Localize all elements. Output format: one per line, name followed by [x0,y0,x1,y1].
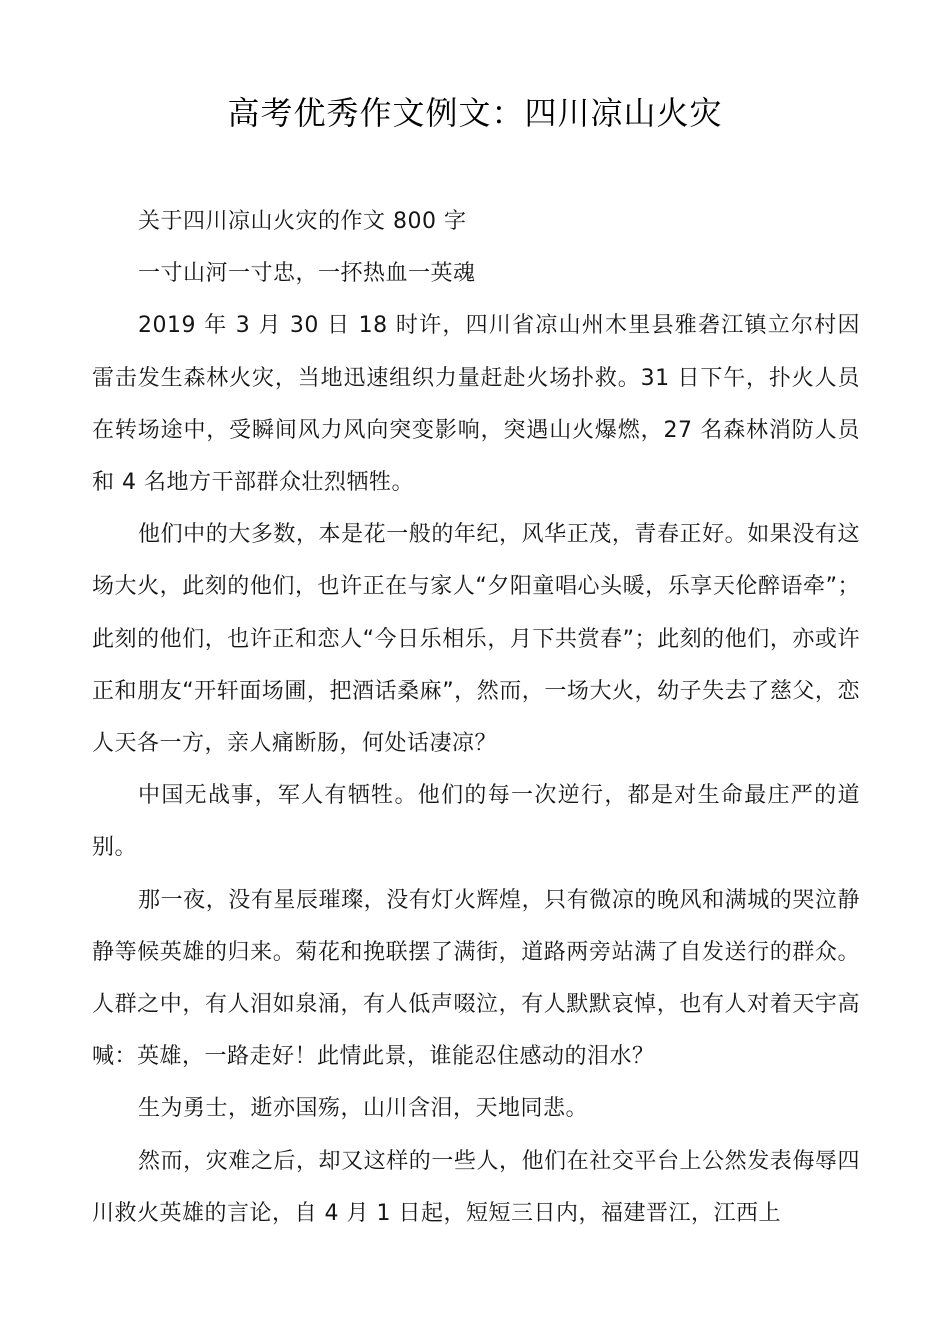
paragraph-event: 2019 年 3 月 30 日 18 时许，四川省凉山州木里县雅砻江镇立尔村因雷击发生森林火灾，当地迅速组织力量赶赴火场扑救。31 日下午，扑火人员在转场途中，受瞬间风力风向突变影响，突遇山火爆燃，27 名森林消防人员和 4 名地方干部群众壮烈牺牲。 [92,313,860,496]
document-title: 高考优秀作文例文：四川凉山火灾 [227,94,723,132]
paragraph-farewell-night: 那一夜，没有星辰璀璨，没有灯火辉煌，只有微凉的晚风和满城的哭泣静静等候英雄的归来。菊花和挽联摆了满街，道路两旁站满了自发送行的群众。人群之中，有人泪如泉涌，有人低声啜泣，有人默默哀悼，也有人对着天宇高喊：英雄，一路走好！此情此景，谁能忍住感动的泪水？ [92,887,860,1070]
paragraph-sacrifice: 中国无战事，军人有牺牲。他们的每一次逆行，都是对生命最庄严的道别。 [92,783,860,861]
paragraph-subtitle: 关于四川凉山火灾的作文 800 字 [138,209,467,234]
paragraph-insult: 然而，灾难之后，却又这样的一些人，他们在社交平台上公然发表侮辱四川救火英雄的言论，自 4 月 1 日起，短短三日内，福建晋江，江西上 [92,1148,860,1226]
paragraph-heroes: 生为勇士，逝亦国殇，山川含泪，天地同悲。 [138,1096,589,1122]
paragraph-youth: 他们中的大多数，本是花一般的年纪，风华正茂，青春正好。如果没有这场大火，此刻的他们，也许正在与家人“夕阳童唱心头暖，乐享天伦醉语牵”；此刻的他们，也许正和恋人“今日乐相乐，月下共赏春”；此刻的他们，亦或许正和朋友“开轩面场圃，把酒话桑麻”，然而，一场大火，幼子失去了慈父，恋人天各一方，亲人痛断肠，何处话凄凉？ [92,522,860,757]
document-body [92,196,860,1240]
paragraph-motto: 一寸山河一寸忠，一抔热血一英魂 [138,261,476,287]
